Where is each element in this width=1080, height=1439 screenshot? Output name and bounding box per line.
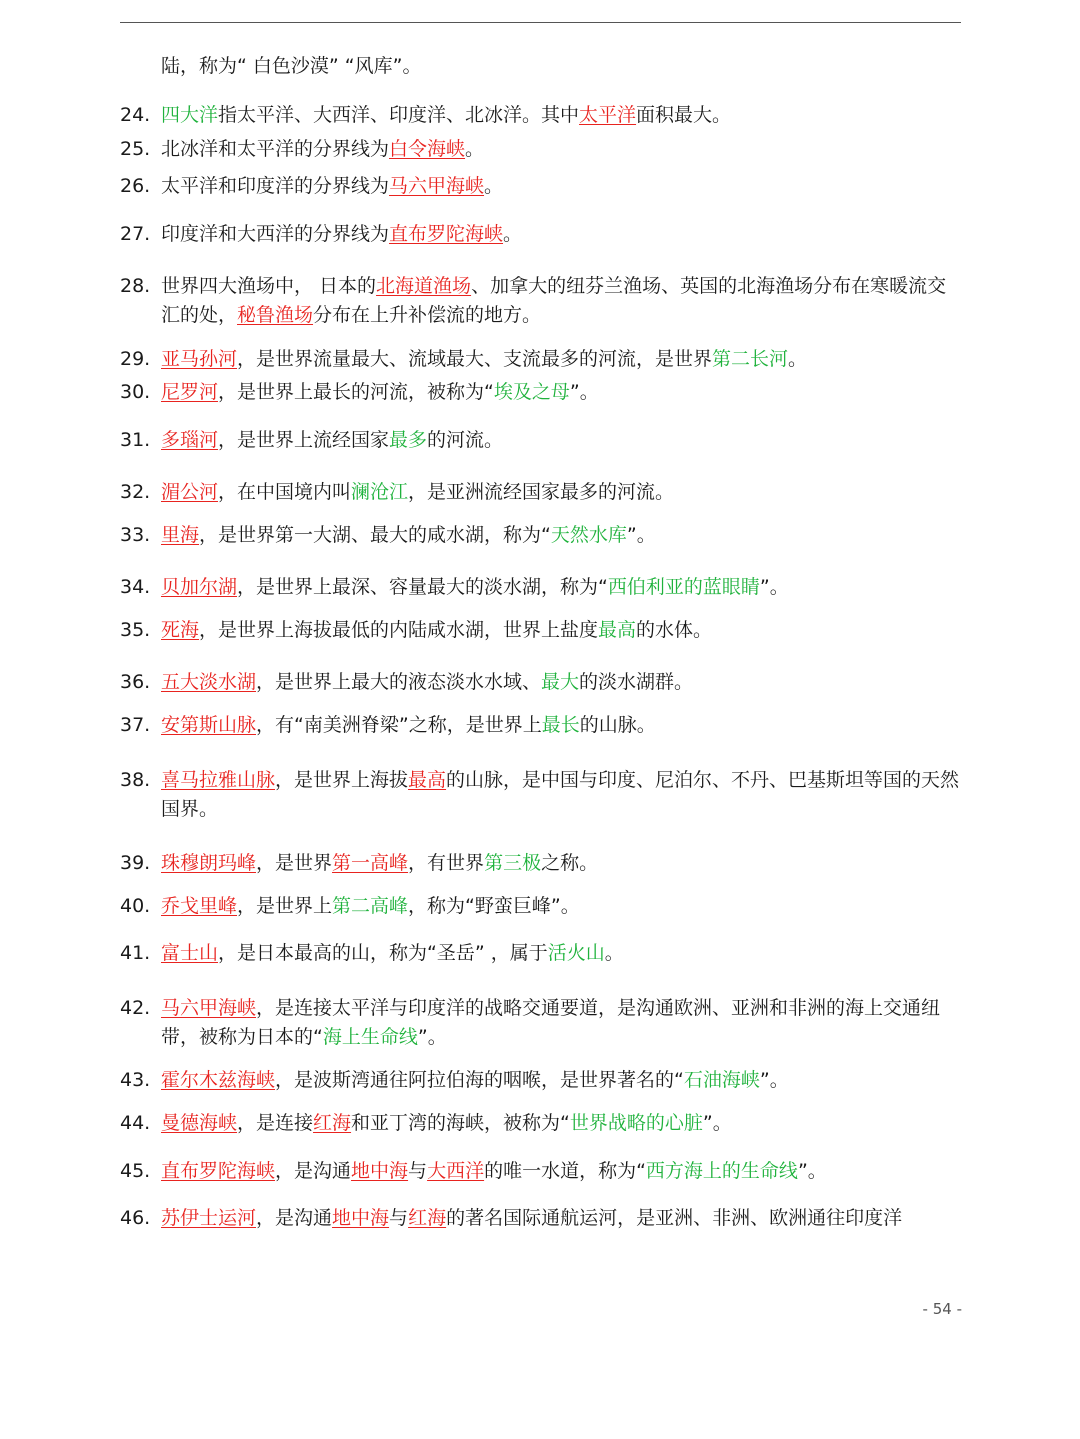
item-text xyxy=(161,345,962,374)
text-segment: 的水体。 xyxy=(636,619,713,641)
text-segment: ，是世界上最大的液态淡水水域、 xyxy=(256,671,542,693)
page-number: - 54 - xyxy=(922,1300,962,1318)
text-segment: 。 xyxy=(503,223,523,245)
highlight-green: 最大 xyxy=(541,671,580,693)
highlight-red: 亚马孙河 xyxy=(161,348,238,370)
text-segment: 分布在上升补偿流的地方。 xyxy=(313,304,542,326)
text-segment: ，是沟通 xyxy=(256,1207,333,1229)
text-segment: ”。 xyxy=(797,1160,827,1182)
text-segment: ，是世界上 xyxy=(237,895,333,917)
highlight-red: 富士山 xyxy=(161,942,219,964)
highlight-red: 里海 xyxy=(161,524,200,546)
intro-text: 陆，称为“ 白色沙漠” “风库”。 xyxy=(161,55,422,77)
item-number: 30. xyxy=(120,381,151,403)
highlight-red: 安第斯山脉 xyxy=(161,714,257,736)
highlight-red: 白令海峡 xyxy=(389,138,466,160)
text-segment: ，是世界上流经国家 xyxy=(218,429,390,451)
text-segment: ”。 xyxy=(417,1026,447,1048)
item-text xyxy=(161,378,962,407)
text-segment: ，是连接 xyxy=(237,1112,314,1134)
highlight-red: 霍尔木兹海峡 xyxy=(161,1069,276,1091)
item-text xyxy=(161,994,962,1052)
highlight-red: 珠穆朗玛峰 xyxy=(161,852,257,874)
item-text xyxy=(161,573,962,602)
text-segment: ”。 xyxy=(759,1069,789,1091)
highlight-green: 石油海峡 xyxy=(683,1069,760,1091)
text-segment: 印度洋和大西洋的分界线为 xyxy=(161,223,390,245)
item-number: 45. xyxy=(120,1160,151,1182)
highlight-red: 马六甲海峡 xyxy=(389,175,485,197)
item-text xyxy=(161,272,962,330)
item-text xyxy=(161,892,962,921)
item-number: 34. xyxy=(120,576,151,598)
item-number: 43. xyxy=(120,1069,151,1091)
item-number: 44. xyxy=(120,1112,151,1134)
item-text xyxy=(161,1204,962,1233)
item-text xyxy=(161,1157,962,1186)
text-segment: ，是世界上最深、容量最大的淡水湖，称为“ xyxy=(237,576,608,598)
text-segment: ，是沟通 xyxy=(275,1160,352,1182)
text-segment: 的山脉，是中国与印度、尼泊尔、不丹、巴基斯坦等国的天然国界。 xyxy=(161,769,960,820)
item-text xyxy=(161,1109,962,1138)
item-text xyxy=(161,766,962,824)
text-segment: 指太平洋、大西洋、印度洋、北冰洋。其中 xyxy=(218,104,580,126)
item-text xyxy=(161,521,962,550)
text-segment: 。 xyxy=(465,138,485,160)
text-segment: ”。 xyxy=(626,524,656,546)
highlight-green: 最多 xyxy=(389,429,428,451)
item-number: 40. xyxy=(120,895,151,917)
highlight-red: 太平洋 xyxy=(579,104,637,126)
text-segment: 面积最大。 xyxy=(636,104,732,126)
item-number: 46. xyxy=(120,1207,151,1229)
text-segment: 。 xyxy=(788,348,808,370)
text-segment: 。 xyxy=(604,942,624,964)
item-number: 37. xyxy=(120,714,151,736)
text-segment: ，有世界 xyxy=(408,852,485,874)
highlight-red: 直布罗陀海峡 xyxy=(389,223,504,245)
highlight-green: 活火山 xyxy=(547,942,605,964)
item-number: 24. xyxy=(120,104,151,126)
highlight-green: 第二长河 xyxy=(712,348,789,370)
text-segment: ，是世界上海拔 xyxy=(275,769,409,791)
highlight-red: 死海 xyxy=(161,619,200,641)
highlight-green: 世界战略的心脏 xyxy=(569,1112,703,1134)
item-number: 39. xyxy=(120,852,151,874)
highlight-green: 第三极 xyxy=(484,852,542,874)
item-text xyxy=(161,172,962,201)
item-number: 26. xyxy=(120,175,151,197)
text-segment: 的著名国际通航运河，是亚洲、非洲、欧洲通往印度洋 xyxy=(446,1207,903,1229)
text-segment: 的山脉。 xyxy=(579,714,656,736)
text-segment: 的淡水湖群。 xyxy=(579,671,694,693)
highlight-red: 尼罗河 xyxy=(161,381,219,403)
item-number: 42. xyxy=(120,997,151,1019)
highlight-red: 大西洋 xyxy=(427,1160,485,1182)
highlight-red: 地中海 xyxy=(332,1207,390,1229)
highlight-red: 曼德海峡 xyxy=(161,1112,238,1134)
highlight-red: 贝加尔湖 xyxy=(161,576,238,598)
highlight-red: 第一高峰 xyxy=(332,852,409,874)
highlight-red: 多瑙河 xyxy=(161,429,219,451)
highlight-red: 秘鲁渔场 xyxy=(237,304,314,326)
item-text xyxy=(161,711,962,740)
item-text xyxy=(161,478,962,507)
text-segment: ，是世界上海拔最低的内陆咸水湖，世界上盐度 xyxy=(199,619,599,641)
text-segment: ”。 xyxy=(759,576,789,598)
highlight-green: 西伯利亚的蓝眼睛 xyxy=(607,576,760,598)
highlight-red: 最高 xyxy=(408,769,447,791)
item-number: 35. xyxy=(120,619,151,641)
highlight-green: 最高 xyxy=(598,619,637,641)
highlight-green: 西方海上的生命线 xyxy=(645,1160,798,1182)
text-segment: 世界四大渔场中， 日本的 xyxy=(161,275,377,297)
item-number: 33. xyxy=(120,524,151,546)
highlight-green: 埃及之母 xyxy=(493,381,570,403)
text-segment: 的唯一水道，称为“ xyxy=(484,1160,646,1182)
item-number: 32. xyxy=(120,481,151,503)
highlight-red: 直布罗陀海峡 xyxy=(161,1160,276,1182)
header-rule xyxy=(120,22,961,23)
text-segment: 和亚丁湾的海峡，被称为“ xyxy=(351,1112,570,1134)
item-text xyxy=(161,426,962,455)
highlight-red: 湄公河 xyxy=(161,481,219,503)
text-segment: ”。 xyxy=(569,381,599,403)
text-segment: 、加拿大的纽芬兰渔场、英国的北海渔场分布在寒暖流交汇的处， xyxy=(161,275,947,326)
highlight-red: 红海 xyxy=(408,1207,447,1229)
text-segment: ”。 xyxy=(702,1112,732,1134)
text-segment: 北冰洋和太平洋的分界线为 xyxy=(161,138,390,160)
item-text xyxy=(161,101,962,130)
highlight-green: 最长 xyxy=(541,714,580,736)
text-segment: 太平洋和印度洋的分界线为 xyxy=(161,175,390,197)
item-number: 38. xyxy=(120,769,151,791)
highlight-green: 天然水库 xyxy=(550,524,627,546)
text-segment: ，是亚洲流经国家最多的河流。 xyxy=(408,481,675,503)
highlight-red: 喜马拉雅山脉 xyxy=(161,769,276,791)
text-segment: ，有“南美洲脊梁”之称，是世界上 xyxy=(256,714,542,736)
text-segment: 与 xyxy=(389,1207,409,1229)
item-number: 28. xyxy=(120,275,151,297)
text-segment: ，在中国境内叫 xyxy=(218,481,352,503)
highlight-green: 第二高峰 xyxy=(332,895,409,917)
item-text xyxy=(161,939,962,968)
item-number: 36. xyxy=(120,671,151,693)
highlight-red: 地中海 xyxy=(351,1160,409,1182)
text-segment: ，是波斯湾通往阿拉伯海的咽喉，是世界著名的“ xyxy=(275,1069,684,1091)
highlight-red: 乔戈里峰 xyxy=(161,895,238,917)
item-number: 25. xyxy=(120,138,151,160)
text-segment: ，是世界第一大湖、最大的咸水湖，称为“ xyxy=(199,524,551,546)
item-number: 31. xyxy=(120,429,151,451)
text-segment: ，是日本最高的山，称为“圣岳” ，属于 xyxy=(218,942,548,964)
text-segment: ，是世界上最长的河流，被称为“ xyxy=(218,381,494,403)
highlight-red: 北海道渔场 xyxy=(376,275,472,297)
text-segment: 与 xyxy=(408,1160,428,1182)
highlight-red: 马六甲海峡 xyxy=(161,997,257,1019)
item-number: 29. xyxy=(120,348,151,370)
item-text xyxy=(161,616,962,645)
highlight-red: 五大淡水湖 xyxy=(161,671,257,693)
text-segment: ，是世界 xyxy=(256,852,333,874)
item-text xyxy=(161,849,962,878)
highlight-red: 红海 xyxy=(313,1112,352,1134)
highlight-green: 海上生命线 xyxy=(322,1026,418,1048)
text-segment: ，是连接太平洋与印度洋的战略交通要道，是沟通欧洲、亚洲和非洲的海上交通纽带，被称为日本的“ xyxy=(161,997,941,1048)
highlight-green: 四大洋 xyxy=(161,104,219,126)
text-segment: ，称为“野蛮巨峰”。 xyxy=(408,895,580,917)
item-text xyxy=(161,668,962,697)
item-text xyxy=(161,135,962,164)
text-segment: 。 xyxy=(484,175,504,197)
highlight-red: 苏伊士运河 xyxy=(161,1207,257,1229)
text-segment: 之称。 xyxy=(541,852,599,874)
item-number: 41. xyxy=(120,942,151,964)
text-segment: ，是世界流量最大、流域最大、支流最多的河流，是世界 xyxy=(237,348,713,370)
item-text xyxy=(161,220,962,249)
text-segment: 的河流。 xyxy=(427,429,504,451)
item-number: 27. xyxy=(120,223,151,245)
item-text xyxy=(161,1066,962,1095)
highlight-green: 澜沧江 xyxy=(351,481,409,503)
